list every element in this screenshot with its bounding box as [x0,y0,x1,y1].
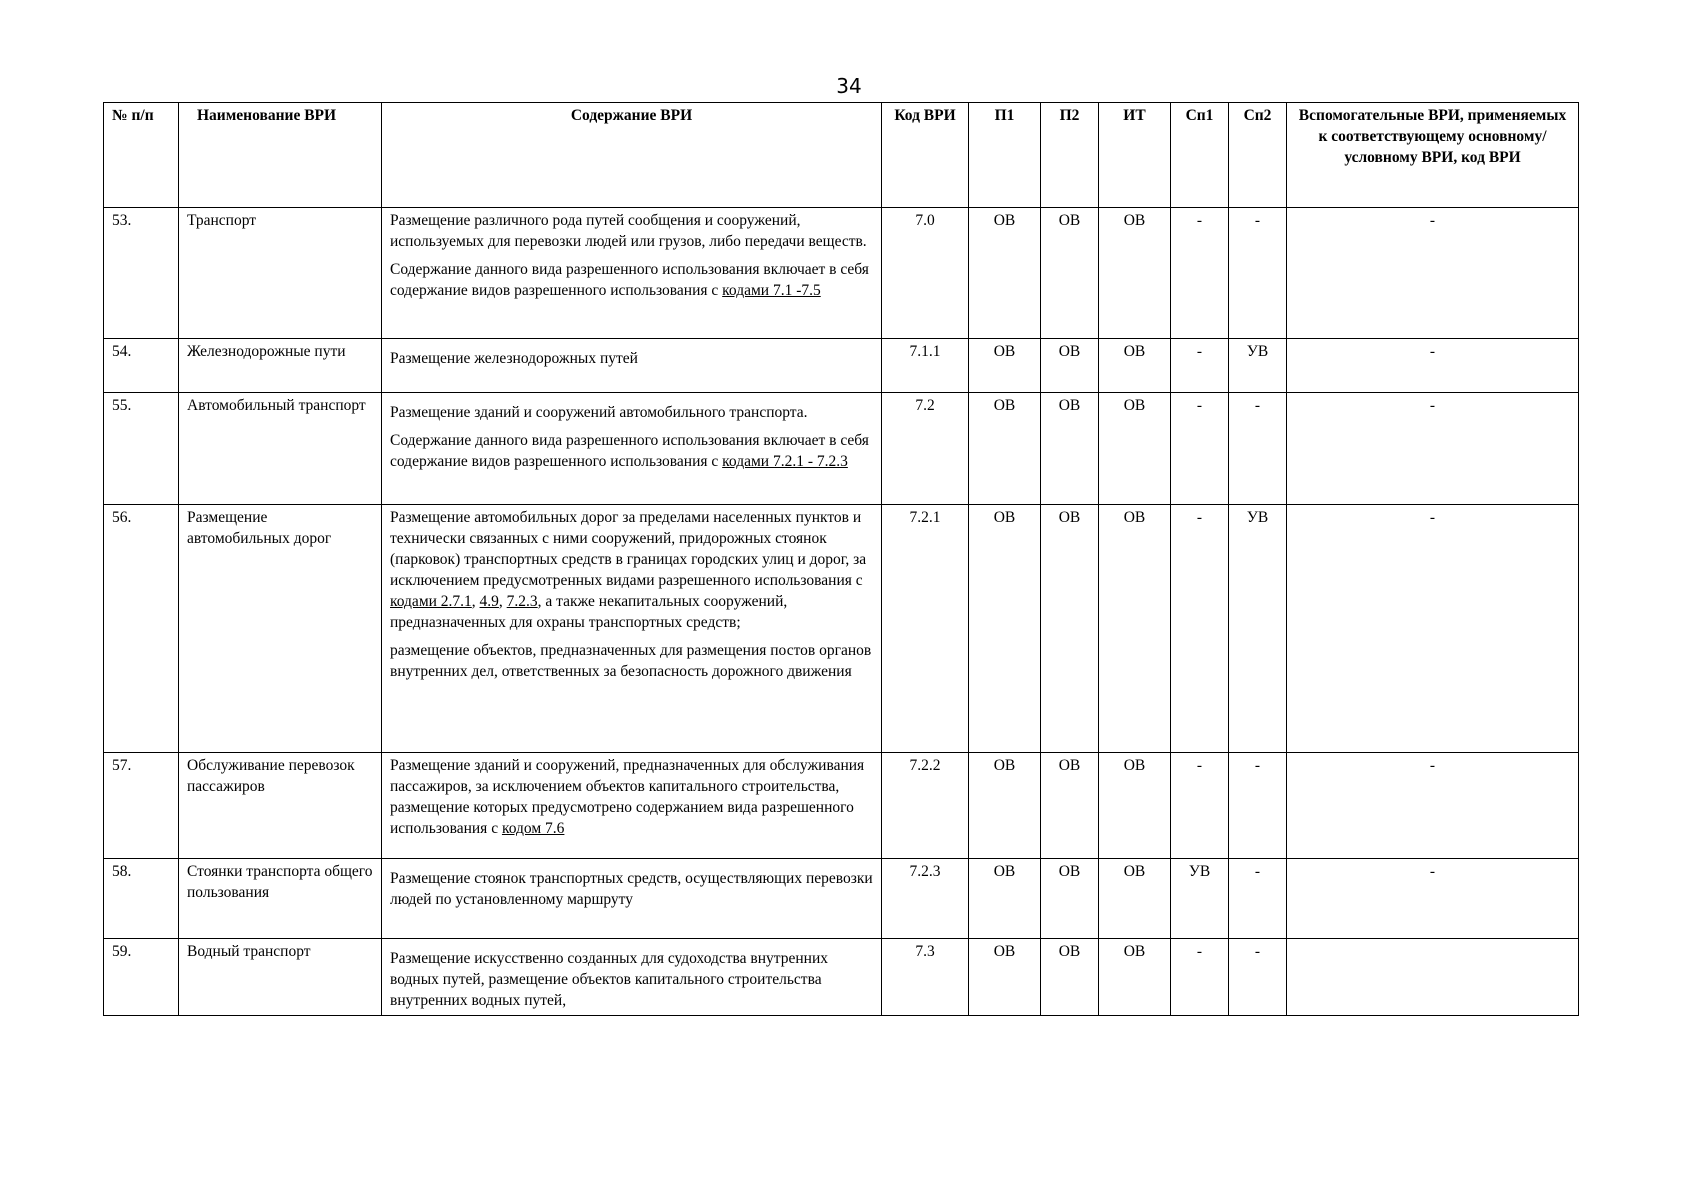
zone-sp1-value: - [1171,393,1229,505]
auxiliary-vri [1287,939,1579,1016]
vri-code: 7.2.3 [882,859,969,939]
column-header-p2: П2 [1041,103,1099,208]
auxiliary-vri: - [1287,339,1579,393]
vri-code: 7.3 [882,939,969,1016]
table-header-row [104,103,1579,208]
content-text: Размещение зданий и сооружений, предназначенных для обслуживания пассажиров, за исключением объектов капитального строительства, размещение которых предусмотрено содержанием вида разрешенного использования с [390,757,865,837]
auxiliary-vri: - [1287,753,1579,859]
content-text: , [498,593,507,610]
code-reference-link[interactable]: 7.2.3 [506,593,538,610]
table-row [104,859,1579,939]
zone-sp2-value: УВ [1229,505,1287,753]
table-row [104,753,1579,859]
content-paragraph: Размещение железнодорожных путей [390,350,638,367]
table-row [104,505,1579,753]
zone-sp2-value: УВ [1229,339,1287,393]
content-paragraph: Размещение стоянок транспортных средств, осуществляющих перевозки людей по установленному маршруту [390,870,873,908]
vri-content [382,339,882,393]
content-paragraph [390,430,873,472]
zone-it-value: ОВ [1099,753,1171,859]
zone-p2-value: ОВ [1041,505,1099,753]
vri-content [382,393,882,505]
vri-name: Обслуживание перевозок пассажиров [179,753,382,859]
zone-p2-value: ОВ [1041,208,1099,339]
row-number: 56. [104,505,179,753]
vri-table [103,102,1579,1016]
zone-p1-value: ОВ [969,393,1041,505]
row-number: 58. [104,859,179,939]
vri-name: Размещение автомобильных дорог [179,505,382,753]
zone-it-value: ОВ [1099,208,1171,339]
content-text: Размещение автомобильных дорог за пределами населенных пунктов и технически связанных с ними сооружений, придорожных стоянок (парковок) транспортных средств в границах городских улиц и дорог, за исключением предусмотренных видами разрешенного использования с [390,509,867,589]
zone-it-value: ОВ [1099,939,1171,1016]
zone-it-value: ОВ [1099,393,1171,505]
column-header-code: Код ВРИ [882,103,969,208]
table-row [104,208,1579,339]
zone-sp1-value: - [1171,939,1229,1016]
vri-name: Водный транспорт [179,939,382,1016]
content-paragraph [390,755,873,839]
row-number: 53. [104,208,179,339]
content-paragraph: размещение объектов, предназначенных для размещения постов органов внутренних дел, ответственных за безопасность дорожного движения [390,642,872,680]
zone-it-value: ОВ [1099,859,1171,939]
content-paragraph [390,259,873,301]
zone-p1-value: ОВ [969,939,1041,1016]
zone-sp2-value: - [1229,393,1287,505]
table-row [104,939,1579,1016]
content-paragraph: Размещение искусственно созданных для судоходства внутренних водных путей, размещение объектов капитального строительства внутренних водных путей, [390,950,828,1009]
row-number: 55. [104,393,179,505]
vri-name: Стоянки транспорта общего пользования [179,859,382,939]
vri-code: 7.2 [882,393,969,505]
vri-name: Железнодорожные пути [179,339,382,393]
column-header-name: Наименование ВРИ [179,103,382,208]
zone-sp1-value: УВ [1171,859,1229,939]
zone-sp2-value: - [1229,939,1287,1016]
vri-name: Автомобильный транспорт [179,393,382,505]
vri-content [382,208,882,339]
vri-code: 7.2.1 [882,505,969,753]
code-reference-link[interactable]: кодами 7.1 -7.5 [722,282,821,299]
code-reference-link[interactable]: кодами 2.7.1 [390,593,472,610]
zone-p1-value: ОВ [969,208,1041,339]
content-paragraph: Размещение различного рода путей сообщения и сооружений, используемых для перевозки людей или грузов, либо передачи веществ. [390,212,867,250]
column-header-sp1: Сп1 [1171,103,1229,208]
zone-sp2-value: - [1229,859,1287,939]
zone-it-value: ОВ [1099,339,1171,393]
zone-sp1-value: - [1171,339,1229,393]
zone-p2-value: ОВ [1041,939,1099,1016]
column-header-it: ИТ [1099,103,1171,208]
row-number: 54. [104,339,179,393]
zone-p2-value: ОВ [1041,753,1099,859]
column-header-sp2: Сп2 [1229,103,1287,208]
zone-p1-value: ОВ [969,753,1041,859]
content-text: , [471,593,480,610]
vri-table-container [103,102,1579,1016]
zone-p1-value: ОВ [969,505,1041,753]
vri-content [382,939,882,1016]
zone-p1-value: ОВ [969,339,1041,393]
content-paragraph [390,507,873,633]
content-text: , а также некапитальных сооружений, предназначенных для охраны транспортных средств; [390,593,788,631]
zone-sp1-value: - [1171,505,1229,753]
content-text: Содержание данного вида разрешенного использования включает в себя содержание видов разрешенного использования с [390,432,869,470]
auxiliary-vri: - [1287,393,1579,505]
zone-p2-value: ОВ [1041,393,1099,505]
table-row [104,393,1579,505]
column-header-auxiliary: Вспомогательные ВРИ, применяемых к соответствующему основному/условному ВРИ, код ВРИ [1287,103,1579,208]
auxiliary-vri: - [1287,505,1579,753]
column-header-content: Содержание ВРИ [382,103,882,208]
vri-content [382,753,882,859]
zone-p2-value: ОВ [1041,339,1099,393]
content-text: Содержание данного вида разрешенного использования включает в себя содержание видов разрешенного использования с [390,261,869,299]
vri-content [382,859,882,939]
page-number: 34 [836,74,862,98]
vri-content [382,505,882,753]
vri-code: 7.2.2 [882,753,969,859]
zone-sp2-value: - [1229,753,1287,859]
auxiliary-vri: - [1287,859,1579,939]
code-reference-link[interactable]: 4.9 [479,593,499,610]
zone-sp1-value: - [1171,208,1229,339]
zone-sp1-value: - [1171,753,1229,859]
column-header-number: № п/п [104,103,179,208]
zone-it-value: ОВ [1099,505,1171,753]
zone-p2-value: ОВ [1041,859,1099,939]
row-number: 59. [104,939,179,1016]
vri-code: 7.0 [882,208,969,339]
vri-name: Транспорт [179,208,382,339]
code-reference-link[interactable]: кодом 7.6 [501,820,565,837]
auxiliary-vri: - [1287,208,1579,339]
row-number: 57. [104,753,179,859]
zone-p1-value: ОВ [969,859,1041,939]
code-reference-link[interactable]: кодами 7.2.1 - 7.2.3 [722,453,848,470]
table-row [104,339,1579,393]
content-paragraph: Размещение зданий и сооружений автомобильного транспорта. [390,404,808,421]
column-header-p1: П1 [969,103,1041,208]
vri-code: 7.1.1 [882,339,969,393]
zone-sp2-value: - [1229,208,1287,339]
